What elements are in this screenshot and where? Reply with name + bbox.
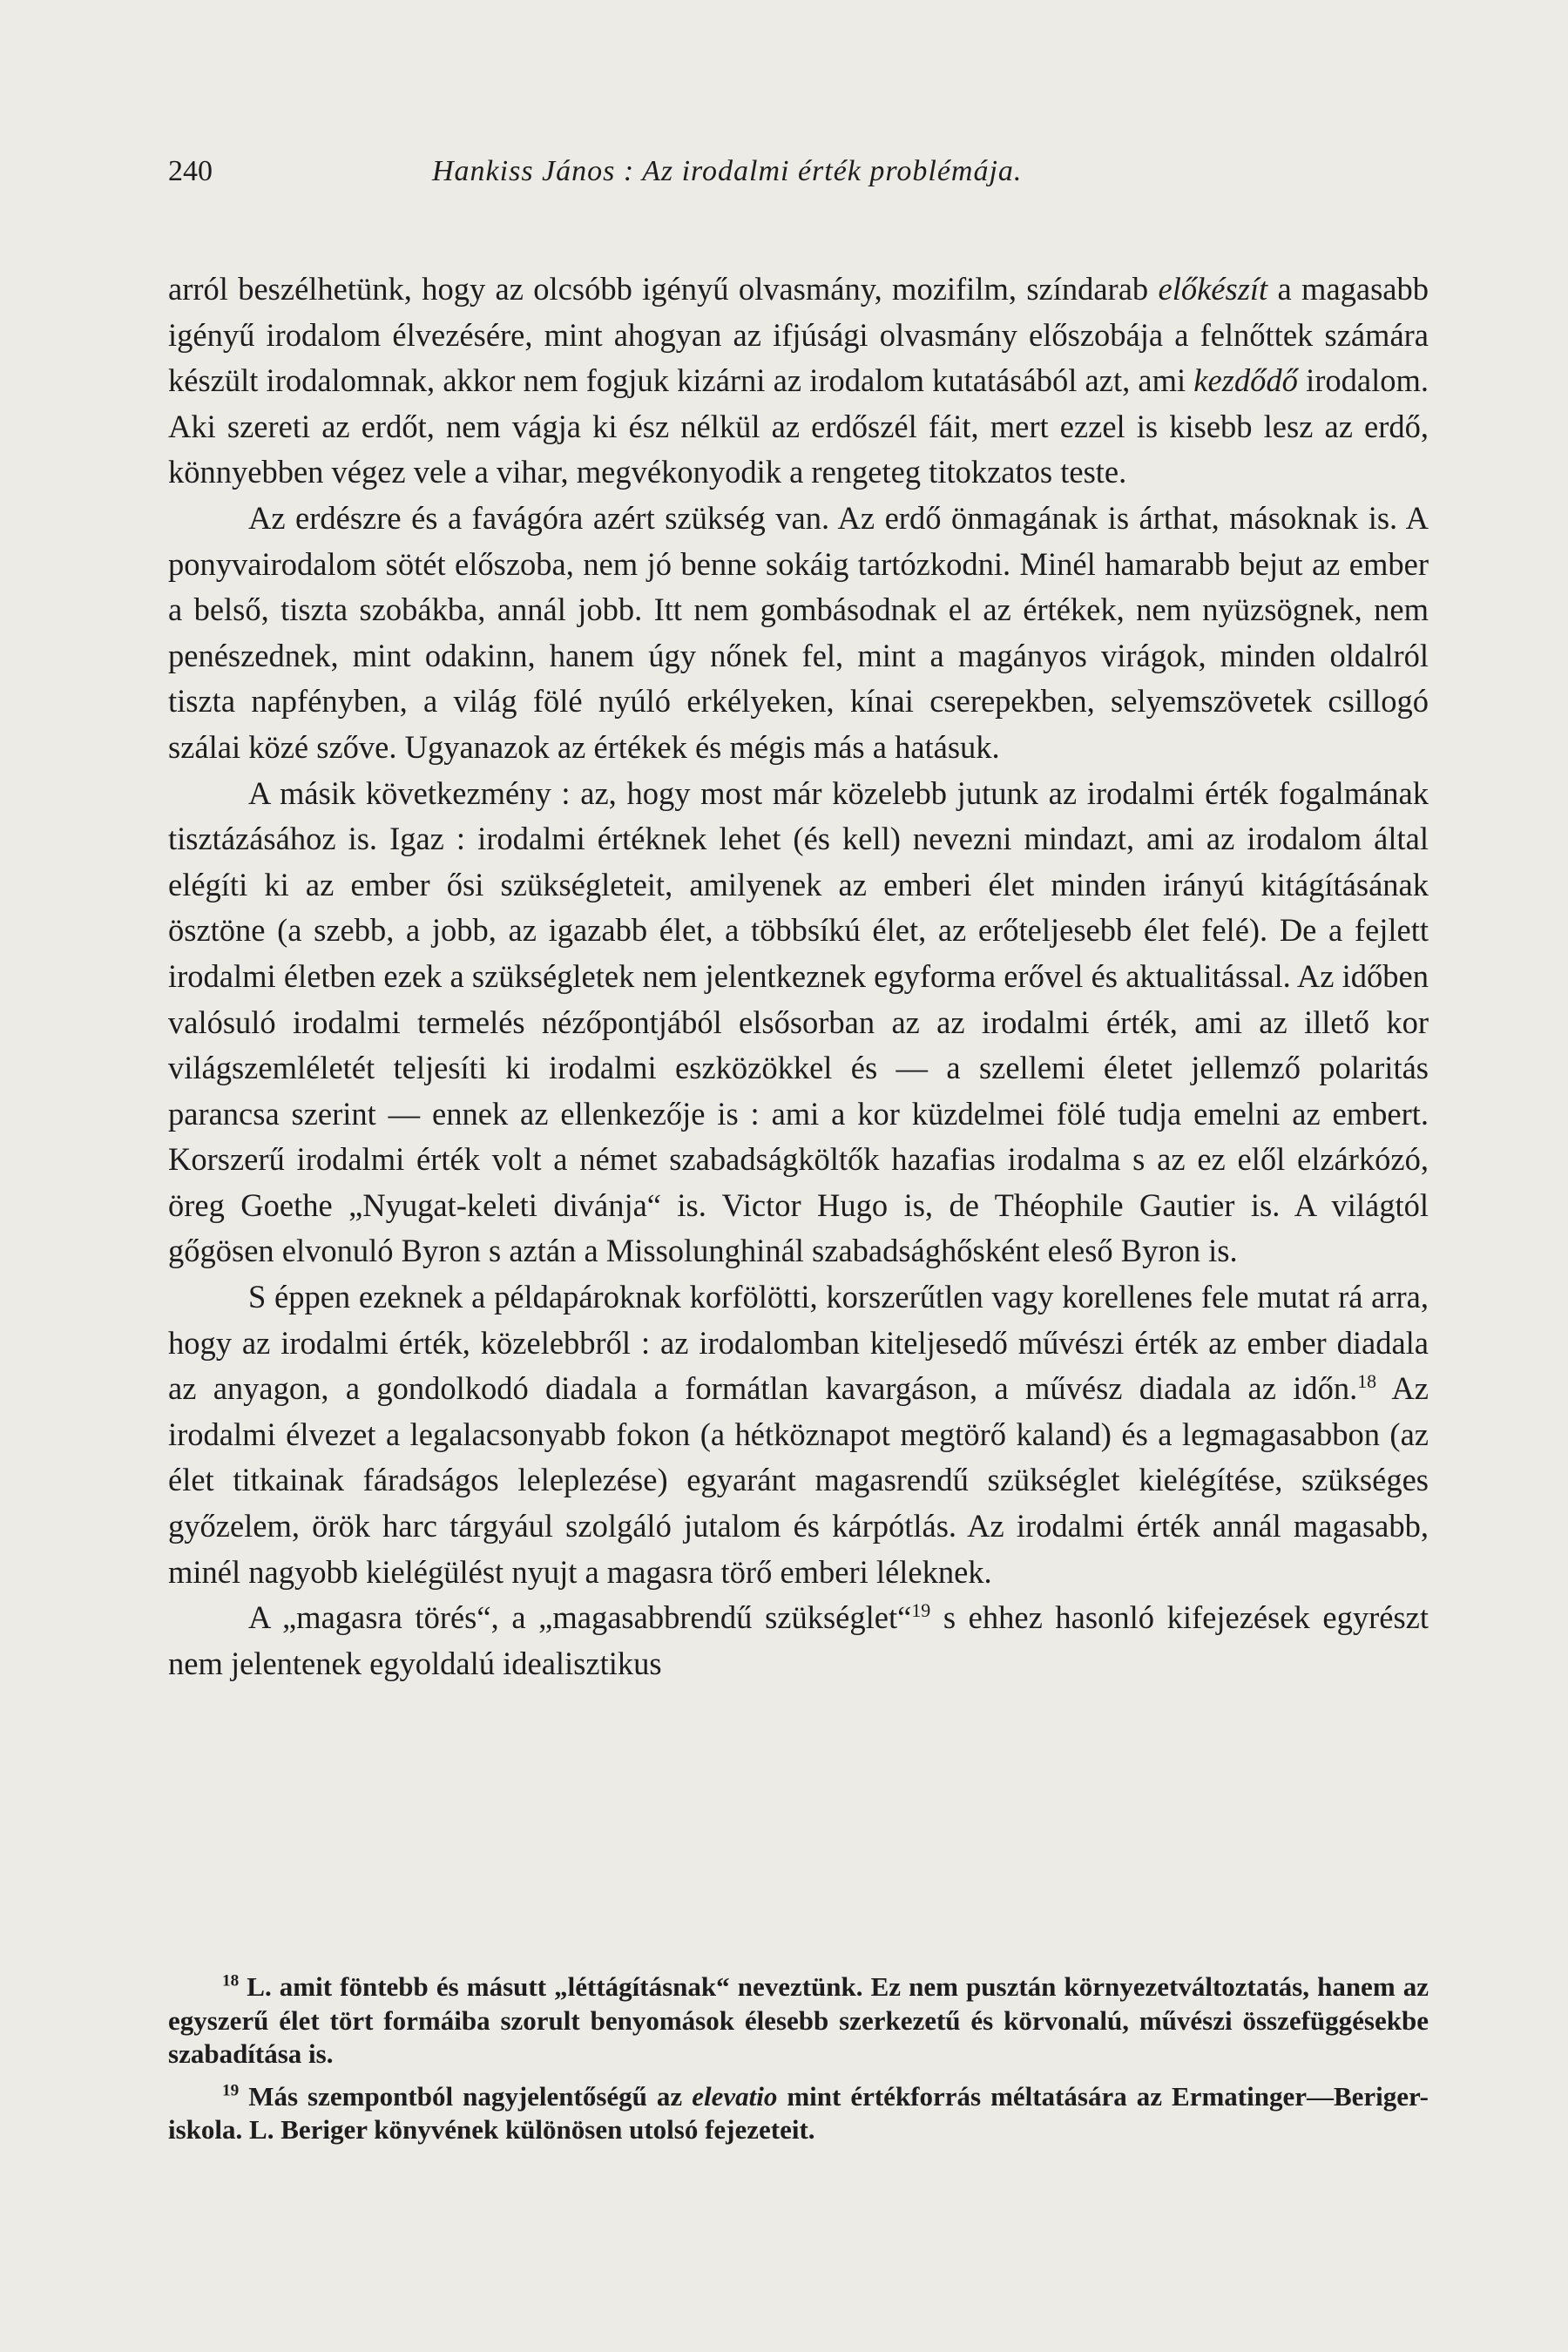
paragraph-5-text-b: s ehhez hasonló kifejezések egyrészt nem jelentenek egyoldalú idealisztikus (168, 1599, 1429, 1681)
paragraph-5-text-a: A „magasra törés“, a „magasabbrendű szükséglet“ (248, 1599, 912, 1636)
paragraph-1-text-b: a magasabb igényű irodalom élvezésére, mint ahogyan az ifjúsági olvasmány előszobája a felnőttek számára készült irodalomnak, akkor nem fogjuk kizárni az irodalom kutatásából azt, ami (168, 271, 1429, 399)
paragraph-4-text-a: S éppen ezeknek a példapároknak korfölötti, korszerűtlen vagy korellenes fele mutat rá arra, hogy az irodalmi érték, közelebbről : az irodalomban kiteljesedő művészi érték az ember diadala az anyagon, a gondolkodó diadala a formátlan kavargáson, a művész diadala az időn. (168, 1279, 1429, 1407)
page-number: 240 (168, 155, 213, 187)
emphasis-elevatio: elevatio (692, 2080, 778, 2112)
page-header (168, 150, 1423, 193)
paragraph-4-text-b: Az irodalmi élvezet a legalacsonyabb fokon (a hétköznapot megtörő kaland) és a legmagasabbon (az élet titkainak fáradságos leleplezése) egyaránt magasrendű szükséglet kielégítése, szükséges győzelem, örök harc tárgyául szolgáló jutalom és kárpótlás. Az irodalmi érték annál magasabb, minél nagyobb kielégülést nyujt a magasra törő emberi léleknek. (168, 1370, 1429, 1590)
footnote-18-text: L. amit föntebb és másutt „léttágításnak“ neveztünk. Ez nem pusztán környezetváltoztatás, hanem az egyszerű élet tört formáiba szorult benyomások élesebb szerkezetű és körvonalú, művészi összefüggésekbe szabadítása is. (168, 1971, 1429, 2069)
footnotes (168, 1970, 1429, 2156)
footnote-ref-18: 18 (1357, 1370, 1377, 1393)
paragraph-4 (168, 1274, 1429, 1595)
footnote-18 (168, 1970, 1429, 2072)
paragraph-3: A másik következmény : az, hogy most már közelebb jutunk az irodalmi érték fogalmának tisztázásához is. Igaz : irodalmi értéknek lehet (és kell) nevezni mindazt, ami az irodalom által elégíti ki az ember ősi szükségleteit, amilyenek az emberi élet minden irányú kitágításának ösztöne (a szebb, a jobb, az igazabb élet, a többsíkú élet, az erőteljesebb élet felé). De a fejlett irodalmi életben ezek a szükségletek nem jelentkeznek egyforma erővel és aktualitással. Az időben valósuló irodalmi termelés nézőpontjából elsősorban az az irodalmi érték, ami az illető kor világszemléletét teljesíti ki irodalmi eszközökkel és — a szellemi életet jellemző polaritás parancsa szerint — ennek az ellenkezője is : ami a kor küzdelmei fölé tudja emelni az embert. Korszerű irodalmi érték volt a német szabadságköltők hazafias irodalma s az ez elől elzárkózó, öreg Goethe „Nyugat-keleti divánja“ is. Victor Hugo is, de Théophile Gautier is. A világtól gőgösen elvonuló Byron s aztán a Missolunghinál szabadsághősként eleső Byron is. (168, 774, 1429, 1269)
emphasis-elokeszit: előkészít (1158, 271, 1268, 307)
paragraph-5 (168, 1595, 1429, 1686)
paragraph-1 (168, 267, 1429, 496)
paragraph-2: Az erdészre és a favágóra azért szükség van. Az erdő önmagának is árthat, másoknak is. A ponyvairodalom sötét előszoba, nem jó benne sokáig tartózkodni. Minél hamarabb bejut az ember a belső, tiszta szobákba, annál jobb. Itt nem gombásodnak el az értékek, nem nyüzsögnek, nem penészednek, mint odakinn, hanem úgy nőnek fel, mint a magányos virágok, minden oldalról tiszta napfényben, a világ fölé nyúló erkélyeken, kínai cserepekben, selyemszövetek csillogó szálai közé szőve. Ugyanazok az értékek és mégis más a hatásuk. (168, 499, 1429, 765)
body-text (168, 267, 1429, 1686)
running-title: Hankiss János : Az irodalmi érték problémája. (432, 155, 1023, 187)
footnote-ref-19: 19 (911, 1599, 931, 1622)
footnote-18-number: 18 (222, 1971, 240, 1990)
footnote-19-text-a: Más szempontból nagyjelentőségű az (239, 2080, 693, 2112)
footnote-19-text-b: mint értékforrás méltatására az Ermatinger—Beriger-iskola. L. Beriger könyvének különösen utolsó fejezeteit. (168, 2080, 1429, 2145)
paragraph-1-text-c: irodalom. Aki szereti az erdőt, nem vágja ki ész nélkül az erdőszél fáit, mert ezzel is kisebb lesz az erdő, könnyebben végez vele a vihar, megvékonyodik a rengeteg titokzatos teste. (168, 362, 1429, 490)
footnote-19-number: 19 (222, 2081, 240, 2100)
paragraph-1-text-a: arról beszélhetünk, hogy az olcsóbb igényű olvasmány, mozifilm, színdarab (168, 271, 1159, 307)
footnote-19 (168, 2080, 1429, 2147)
emphasis-kezdodo: kezdődő (1193, 362, 1298, 399)
